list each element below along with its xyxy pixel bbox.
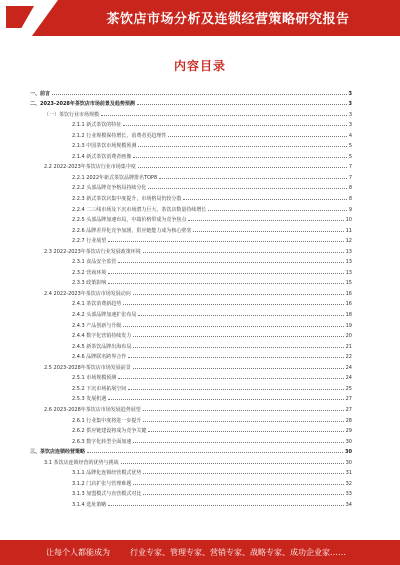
toc-entry[interactable]	[30, 244, 352, 255]
toc-entry-page: 3	[348, 90, 352, 97]
toc-entry[interactable]	[30, 466, 352, 477]
toc-entry-label: 2.3.1 食品安全监管	[72, 259, 117, 266]
toc-entry-page: 29	[345, 428, 352, 435]
toc-entry-label: 2.6.1 行业集中度将进一步提升	[72, 417, 142, 424]
toc-leader-dots	[128, 357, 343, 358]
toc-entry[interactable]	[30, 445, 352, 456]
toc-entry[interactable]	[30, 86, 352, 97]
toc-entry-page: 10	[345, 217, 352, 224]
toc-leader-dots	[143, 421, 343, 422]
toc-entry-label: 2.2.7 行业展望	[72, 238, 107, 245]
table-of-contents	[30, 86, 352, 508]
toc-leader-dots	[108, 505, 343, 506]
toc-entry[interactable]	[30, 381, 352, 392]
toc-leader-dots	[108, 399, 343, 400]
toc-entry[interactable]	[30, 318, 352, 329]
toc-heading: 内容目录	[173, 59, 226, 73]
toc-entry[interactable]	[30, 476, 352, 487]
toc-leader-dots	[143, 410, 344, 411]
toc-entry[interactable]	[30, 339, 352, 350]
toc-entry[interactable]	[30, 424, 352, 435]
toc-entry[interactable]	[30, 434, 352, 445]
toc-entry-label: 2.1.3 中国茶饮市场规模预测	[72, 143, 137, 150]
toc-entry-label: 2.5.3 发展机遇	[72, 396, 107, 403]
report-title: 茶饮店市场分析及连锁经营策略研究报告	[106, 12, 350, 27]
toc-entry-page: 12	[345, 238, 352, 245]
toc-leader-dots	[193, 231, 343, 232]
toc-entry-page: 16	[345, 290, 352, 297]
toc-leader-dots	[138, 315, 343, 316]
toc-entry[interactable]	[30, 223, 352, 234]
toc-entry-label: 2.2.4 二三线市场及下沉市场潜力巨大，茶饮店数量持续增长	[72, 206, 207, 213]
toc-entry-page: 3	[348, 101, 352, 108]
toc-entry-page: 27	[345, 396, 352, 403]
toc-leader-dots	[159, 178, 347, 179]
toc-entry-label: 2.2 2022-2023年茶饮店行业市场集中度	[44, 164, 136, 171]
toc-leader-dots	[123, 326, 343, 327]
toc-leader-dots	[133, 157, 346, 158]
toc-entry-label: 2.3.2 营商环境	[72, 269, 107, 276]
toc-leader-dots	[133, 294, 344, 295]
toc-leader-dots	[52, 94, 347, 95]
toc-entry[interactable]	[30, 350, 352, 361]
toc-leader-dots	[133, 336, 343, 337]
toc-entry[interactable]	[30, 181, 352, 192]
toc-entry-label: 2.2.2 头部品牌竞争格局持续分化	[72, 185, 147, 192]
toc-entry-page: 28	[345, 417, 352, 424]
header-bar	[0, 0, 400, 36]
toc-entry-label: 2.1.2 行业规模保持增长，消费者更趋理性	[72, 132, 167, 139]
toc-entry-page: 21	[345, 343, 352, 350]
toc-entry-label: 3.1.3 加盟模式与直营模式对比	[72, 491, 142, 498]
toc-leader-dots	[208, 210, 346, 211]
toc-entry[interactable]	[30, 191, 352, 202]
toc-entry[interactable]	[30, 139, 352, 150]
toc-leader-dots	[133, 484, 343, 485]
toc-entry[interactable]	[30, 487, 352, 498]
toc-entry-page: 24	[345, 364, 352, 371]
toc-entry-page: 7	[348, 164, 352, 171]
toc-entry[interactable]	[30, 360, 352, 371]
toc-entry-label: 2.4.2 头部品牌加速扩张布局	[72, 312, 137, 319]
toc-entry[interactable]	[30, 392, 352, 403]
toc-entry-label: 3.1 茶饮店连锁经营的优势与挑战	[44, 459, 119, 466]
toc-entry-page: 3	[348, 111, 352, 118]
toc-entry-page: 24	[345, 375, 352, 382]
toc-entry-label: 一、前言	[30, 90, 51, 97]
toc-entry-label: 2.2.1 2022年新式茶饮品牌排名TOP8	[72, 174, 158, 181]
toc-entry[interactable]	[30, 265, 352, 276]
toc-leader-dots	[138, 167, 347, 168]
toc-leader-dots	[148, 431, 343, 432]
toc-entry-page: 16	[345, 301, 352, 308]
toc-leader-dots	[118, 262, 343, 263]
toc-entry[interactable]	[30, 329, 352, 340]
toc-leader-dots	[87, 452, 343, 453]
toc-leader-dots	[183, 199, 346, 200]
toc-entry[interactable]	[30, 276, 352, 287]
toc-entry-label: （一）茶饮行业市场规模	[44, 111, 100, 118]
toc-leader-dots	[138, 146, 346, 147]
toc-entry-label: 2.2.5 头部品牌加速布局，中端价格带成为竞争焦点	[72, 217, 187, 224]
toc-entry-label: 2.6.3 数字化转型全面加速	[72, 438, 132, 445]
toc-entry[interactable]	[30, 160, 352, 171]
toc-entry-label: 三、茶饮店连锁经营策略	[30, 449, 86, 456]
footer-slogan-right: 行业专家、管理专家、营销专家、战略专家、成功企业家……	[130, 548, 346, 557]
toc-entry-label: 2.4.1 茶饮消费新趋势	[72, 301, 122, 308]
toc-entry[interactable]	[30, 497, 352, 508]
toc-leader-dots	[108, 273, 343, 274]
toc-entry-label: 3.1.1 品牌化连锁经营模式优势	[72, 470, 142, 477]
toc-leader-dots	[108, 283, 343, 284]
toc-entry-label: 2.1.1 新式茶饮的特征	[72, 122, 122, 129]
toc-leader-dots	[137, 104, 347, 105]
toc-entry[interactable]	[30, 107, 352, 118]
toc-entry-page: 11	[345, 227, 352, 234]
toc-entry-label: 2.4.4 数字化营销持续发力	[72, 333, 132, 340]
toc-entry-label: 2.6 2023-2028年茶饮店市场发展趋势展望	[44, 406, 141, 413]
toc-entry-page: 13	[345, 259, 352, 266]
toc-entry-page: 19	[345, 322, 352, 329]
toc-entry-page: 20	[345, 333, 352, 340]
toc-entry-label: 2.3 2022-2023年茶饮店行业发展政策环境	[44, 248, 141, 255]
toc-leader-dots	[133, 347, 343, 348]
toc-entry-label: 二、2023-2028年茶饮店市场前景及趋势预测	[30, 101, 135, 108]
toc-entry[interactable]	[30, 455, 352, 466]
toc-entry[interactable]	[30, 297, 352, 308]
toc-entry-page: 18	[345, 312, 352, 319]
toc-entry-page: 31	[345, 470, 352, 477]
toc-entry-page: 13	[345, 248, 352, 255]
toc-entry[interactable]	[30, 402, 352, 413]
toc-leader-dots	[143, 473, 343, 474]
toc-leader-dots	[118, 378, 343, 379]
toc-leader-dots	[188, 220, 343, 221]
toc-entry[interactable]	[30, 234, 352, 245]
toc-leader-dots	[168, 136, 346, 137]
toc-entry-page: 15	[345, 280, 352, 287]
toc-leader-dots	[133, 368, 344, 369]
toc-entry-page: 34	[345, 501, 352, 508]
toc-leader-dots	[128, 389, 343, 390]
toc-entry-label: 2.4 2022-2023年茶饮店市场发展动向	[44, 290, 131, 297]
toc-entry-page: 8	[348, 185, 352, 192]
toc-entry-page: 30	[345, 438, 352, 445]
toc-entry-page: 30	[345, 459, 352, 466]
toc-entry-label: 2.6.2 供应链建设将成为竞争关键	[72, 428, 147, 435]
toc-entry-label: 2.5 2023-2028年茶饮店市场发展前景	[44, 364, 131, 371]
toc-entry-label: 3.1.2 门店扩张与管理难题	[72, 480, 132, 487]
toc-entry-label: 2.5.1 市场规模预测	[72, 375, 117, 382]
toc-entry-page: 5	[348, 153, 352, 160]
toc-entry[interactable]	[30, 202, 352, 213]
toc-entry-page: 5	[348, 143, 352, 150]
toc-entry-label: 2.5.2 下沉市场拓展空间	[72, 385, 127, 392]
toc-entry[interactable]	[30, 149, 352, 160]
toc-entry[interactable]	[30, 118, 352, 129]
toc-entry[interactable]	[30, 255, 352, 266]
toc-entry[interactable]	[30, 128, 352, 139]
toc-entry-page: 9	[348, 206, 352, 213]
toc-leader-dots	[143, 494, 343, 495]
toc-entry-page: 8	[348, 196, 352, 203]
toc-entry-label: 2.2.6 品牌差异化竞争加剧，供应链能力成为核心壁垒	[72, 227, 192, 234]
toc-entry[interactable]	[30, 170, 352, 181]
toc-entry-page: 33	[345, 491, 352, 498]
toc-entry-page: 32	[345, 480, 352, 487]
toc-entry[interactable]	[30, 213, 352, 224]
toc-entry-page: 30	[345, 449, 352, 456]
toc-entry[interactable]	[30, 413, 352, 424]
toc-entry-label: 2.2.3 新式茶饮店集中度提升，市场格局仍较分散	[72, 196, 182, 203]
toc-entry-page: 22	[345, 354, 352, 361]
toc-entry-page: 25	[345, 385, 352, 392]
toc-entry-page: 4	[348, 132, 352, 139]
toc-entry[interactable]	[30, 307, 352, 318]
toc-entry-label: 3.1.4 选址策略	[72, 501, 107, 508]
toc-entry[interactable]	[30, 97, 352, 108]
toc-entry-page: 27	[345, 406, 352, 413]
toc-entry-label: 2.3.3 政策影响	[72, 280, 107, 287]
toc-leader-dots	[133, 442, 343, 443]
toc-leader-dots	[121, 463, 344, 464]
toc-leader-dots	[108, 241, 343, 242]
toc-leader-dots	[123, 125, 347, 126]
toc-entry-label: 2.4.6 品牌联名跨界合作	[72, 354, 127, 361]
toc-leader-dots	[148, 188, 346, 189]
footer-slogan-left: 让每个人都能成为	[46, 548, 110, 557]
footer-bar	[0, 540, 400, 565]
toc-entry[interactable]	[30, 371, 352, 382]
toc-entry-label: 2.4.5 新茶饮品牌出海布局	[72, 343, 132, 350]
toc-leader-dots	[101, 115, 347, 116]
toc-entry-page: 7	[348, 174, 352, 181]
toc-entry-label: 2.1.4 新式茶饮消费者画像	[72, 153, 132, 160]
toc-entry[interactable]	[30, 286, 352, 297]
toc-leader-dots	[143, 252, 344, 253]
toc-entry-page: 13	[345, 269, 352, 276]
toc-entry-page: 3	[348, 122, 352, 129]
toc-entry-label: 2.4.3 产品创新与升级	[72, 322, 122, 329]
toc-leader-dots	[123, 304, 343, 305]
